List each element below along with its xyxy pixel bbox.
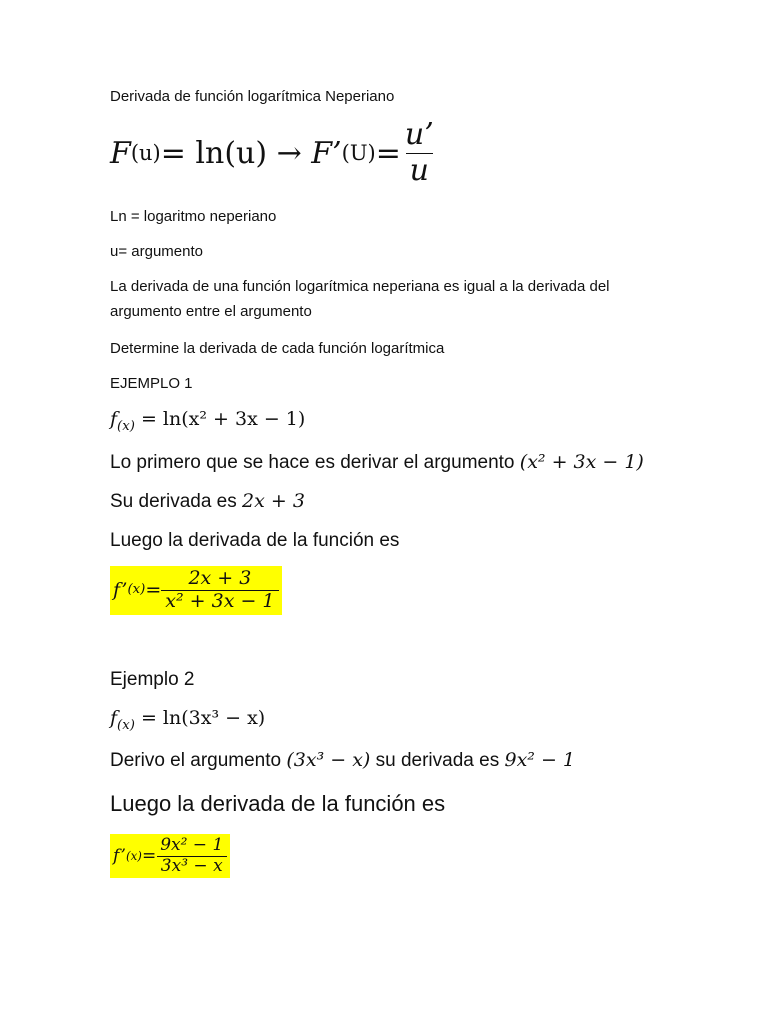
example-2-step-1-math-1: (3x³ − x) (286, 749, 371, 771)
example-1-result-numerator: 2x + 3 (188, 567, 252, 589)
example-2-result-denominator: 3x³ − x (157, 856, 227, 877)
example-2-step-2: Luego la derivada de la función es (110, 791, 446, 816)
example-1-result-highlight: f’ (x) = $\frac{2x + 3}{\text{x² + 3x − 1}}$ (110, 566, 282, 615)
example-2-step-1-text-1: Derivo el argumento (110, 750, 287, 771)
example-2-step-1 (110, 749, 575, 772)
example-2-result-fraction (156, 836, 227, 876)
main-formula-eq1: = ln(u) → (160, 135, 302, 171)
example-1-step-2-text: Su derivada es (110, 491, 243, 512)
example-1-step-2 (110, 490, 305, 513)
example-1-result-fraction (161, 568, 278, 613)
example-2-heading: Ejemplo 2 (110, 669, 195, 690)
example-1-heading: EJEMPLO 1 (110, 375, 193, 392)
example-2-sub-x: (x) (117, 717, 135, 733)
rule-line-2: argumento entre el argumento (110, 303, 312, 320)
example-2-expression: = ln(3x³ − x) (134, 707, 266, 729)
example-1-step-1-text: Lo primero que se hace es derivar el argumento (110, 452, 520, 473)
main-formula-fraction (401, 118, 438, 188)
example-1-result-eq: = (145, 579, 162, 602)
example-1-step-2-math: 2x + 3 (242, 490, 305, 512)
definition-u: u= argumento (110, 243, 203, 260)
example-2-step-1-math-2: 9x² − 1 (504, 749, 575, 771)
example-1-step-1-math: (x² + 3x − 1) (519, 451, 644, 473)
example-1-function (110, 408, 306, 434)
example-2-result-eq: = (141, 846, 157, 867)
example-2-result-numerator: 9x² − 1 (160, 835, 224, 855)
example-2-step-1-text-2: su derivada es (370, 750, 505, 771)
main-formula-F: F (110, 135, 131, 171)
example-1-result-f: f’ (113, 579, 128, 602)
main-formula-eq2: = (375, 135, 401, 171)
example-2-result (110, 834, 230, 878)
example-1-result-denominator: x² + 3x − 1 (161, 590, 278, 613)
main-formula: F (u) = ln(u) → F’ (U) = $\frac{u’}{u}$ (110, 118, 438, 188)
document-title: Derivada de función logarítmica Neperiano (110, 88, 395, 105)
example-1-expression: = ln(x² + 3x − 1) (134, 408, 306, 430)
example-1-result (110, 566, 282, 615)
example-1-sub-x: (x) (117, 418, 135, 434)
example-2-function (110, 707, 266, 733)
example-2-f: f (110, 707, 118, 729)
example-1-f: f (110, 408, 118, 430)
main-formula-numerator: u’ (404, 117, 434, 152)
example-1-step-3: Luego la derivada de la función es (110, 530, 400, 551)
example-2-result-highlight: f’ (x) = $\frac{\text{9x² − 1}}{\text{3x³ − x}}$ (110, 834, 230, 878)
main-formula-Fprime: F’ (311, 135, 342, 171)
rule-line-1: La derivada de una función logarítmica neperiana es igual a la derivada del (110, 278, 610, 295)
example-1-step-1 (110, 451, 644, 474)
main-formula-denominator: u (406, 153, 433, 189)
definition-ln: Ln = logaritmo neperiano (110, 208, 277, 225)
instruction: Determine la derivada de cada función logarítmica (110, 340, 445, 357)
example-2-result-f: f’ (113, 846, 126, 867)
